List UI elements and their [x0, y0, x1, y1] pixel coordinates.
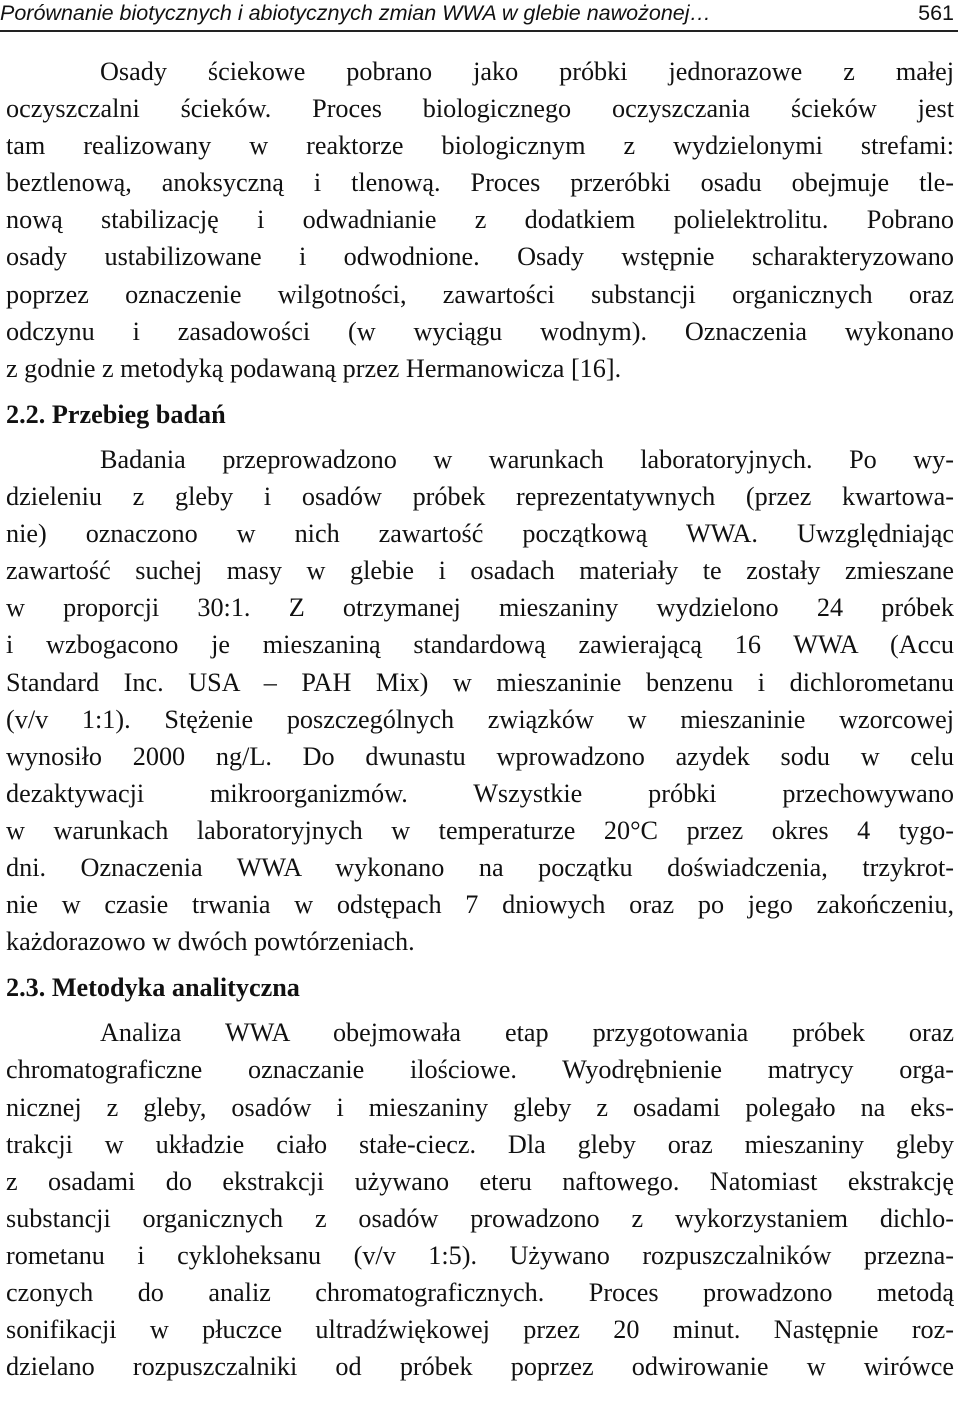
text-line: odczynu i zasadowości (w wyciągu wodnym). Oznaczenia wykonano [6, 316, 954, 346]
text-line: (v/v 1:1). Stężenie poszczególnych związków w mieszaninie wzorcowej [6, 704, 954, 734]
text-line: sonifikacji w płuczce ultradźwiękowej przez 20 minut. Następnie roz- [6, 1315, 954, 1345]
text-line: dzielano rozpuszczalniki od próbek poprzez odwirowanie w wirówce [6, 1352, 954, 1382]
section-heading-2-3: 2.3. Metodyka analityczna [6, 973, 300, 1003]
paragraph-analytical-method [6, 1014, 954, 1385]
text-line: każdorazowo w dwóch powtórzeniach. [6, 927, 415, 957]
text-line: nicznej z gleby, osadów i mieszaniny gleby z osadami polegało na eks- [6, 1092, 954, 1122]
text-line: i wzbogacono je mieszaniną standardową zawierającą 16 WWA (Accu [6, 630, 954, 660]
text-line: nie w czasie trwania w odstępach 7 dniowych oraz po jego zakończeniu, [6, 890, 954, 920]
text-line: wynosiło 2000 ng/L. Do dwunastu wprowadzono azydek sodu w celu [6, 741, 954, 771]
text-line: Osady ściekowe pobrano jako próbki jednorazowe z małej [100, 57, 954, 86]
text-line: dzieleniu z gleby i osadów próbek reprezentatywnych (przez kwartowa- [6, 482, 954, 512]
text-line: dni. Oznaczenia WWA wykonano na początku doświadczenia, trzykrot- [6, 852, 954, 882]
page-number: 561 [918, 1, 954, 25]
text-line: z godnie z metodyką podawaną przez Hermanowicza [16]. [6, 353, 622, 383]
article-body [6, 53, 954, 1385]
text-line: chromatograficzne oznaczanie ilościowe. Wyodrębnienie matrycy orga- [6, 1055, 954, 1085]
text-line: rometanu i cykloheksanu (v/v 1:5). Używano rozpuszczalników przezna- [6, 1240, 954, 1270]
text-line: zawartość suchej masy w glebie i osadach materiały te zostały zmieszane [6, 556, 954, 586]
text-line: dezaktywacji mikroorganizmów. Wszystkie próbki przechowywano [6, 778, 954, 808]
text-line: nową stabilizację i odwadnianie z dodatkiem polielektrolitu. Pobrano [6, 205, 954, 235]
text-line: w warunkach laboratoryjnych w temperaturze 20°C przez okres 4 tygo- [6, 815, 954, 845]
running-header-title: Porównanie biotycznych i abiotycznych zmian WWA w glebie nawożonej… [0, 1, 712, 25]
section-heading-2-2: 2.2. Przebieg badań [6, 399, 226, 429]
text-line: Badania przeprowadzono w warunkach laboratoryjnych. Po wy- [100, 444, 954, 474]
text-line: poprzez oznaczenie wilgotności, zawartości substancji organicznych oraz [6, 279, 954, 309]
text-line: tam realizowany w reaktorze biologicznym z wydzielonymi strefami: [6, 131, 954, 161]
text-line: substancji organicznych z osadów prowadzono z wykorzystaniem dichlo- [6, 1203, 954, 1233]
text-line: z osadami do ekstrakcji używano eteru naftowego. Natomiast ekstrakcję [6, 1166, 954, 1196]
text-line: czonych do analiz chromatograficznych. Proces prowadzono metodą [6, 1278, 954, 1307]
text-line: Analiza WWA obejmowała etap przygotowania próbek oraz [100, 1018, 954, 1048]
paragraph-sludge-description [6, 53, 954, 387]
text-line: w proporcji 30:1. Z otrzymanej mieszaniny wydzielono 24 próbek [6, 593, 954, 623]
text-line: Standard Inc. USA – PAH Mix) w mieszaninie benzenu i dichlorometanu [6, 667, 954, 697]
text-line: beztlenową, anoksyczną i tlenową. Proces przeróbki osadu obejmuje tle- [6, 168, 954, 198]
text-line: osady ustabilizowane i odwodnione. Osady wstępnie scharakteryzowano [6, 242, 954, 272]
text-line: nie) oznaczono w nich zawartość początkową WWA. Uwzględniając [6, 519, 954, 549]
text-line: trakcji w układzie ciało stałe-ciecz. Dla gleby oraz mieszaniny gleby [6, 1129, 954, 1159]
paragraph-study-procedure [6, 441, 954, 960]
running-header [0, 0, 958, 32]
text-line: oczyszczalni ścieków. Proces biologicznego oczyszczania ścieków jest [6, 94, 954, 124]
